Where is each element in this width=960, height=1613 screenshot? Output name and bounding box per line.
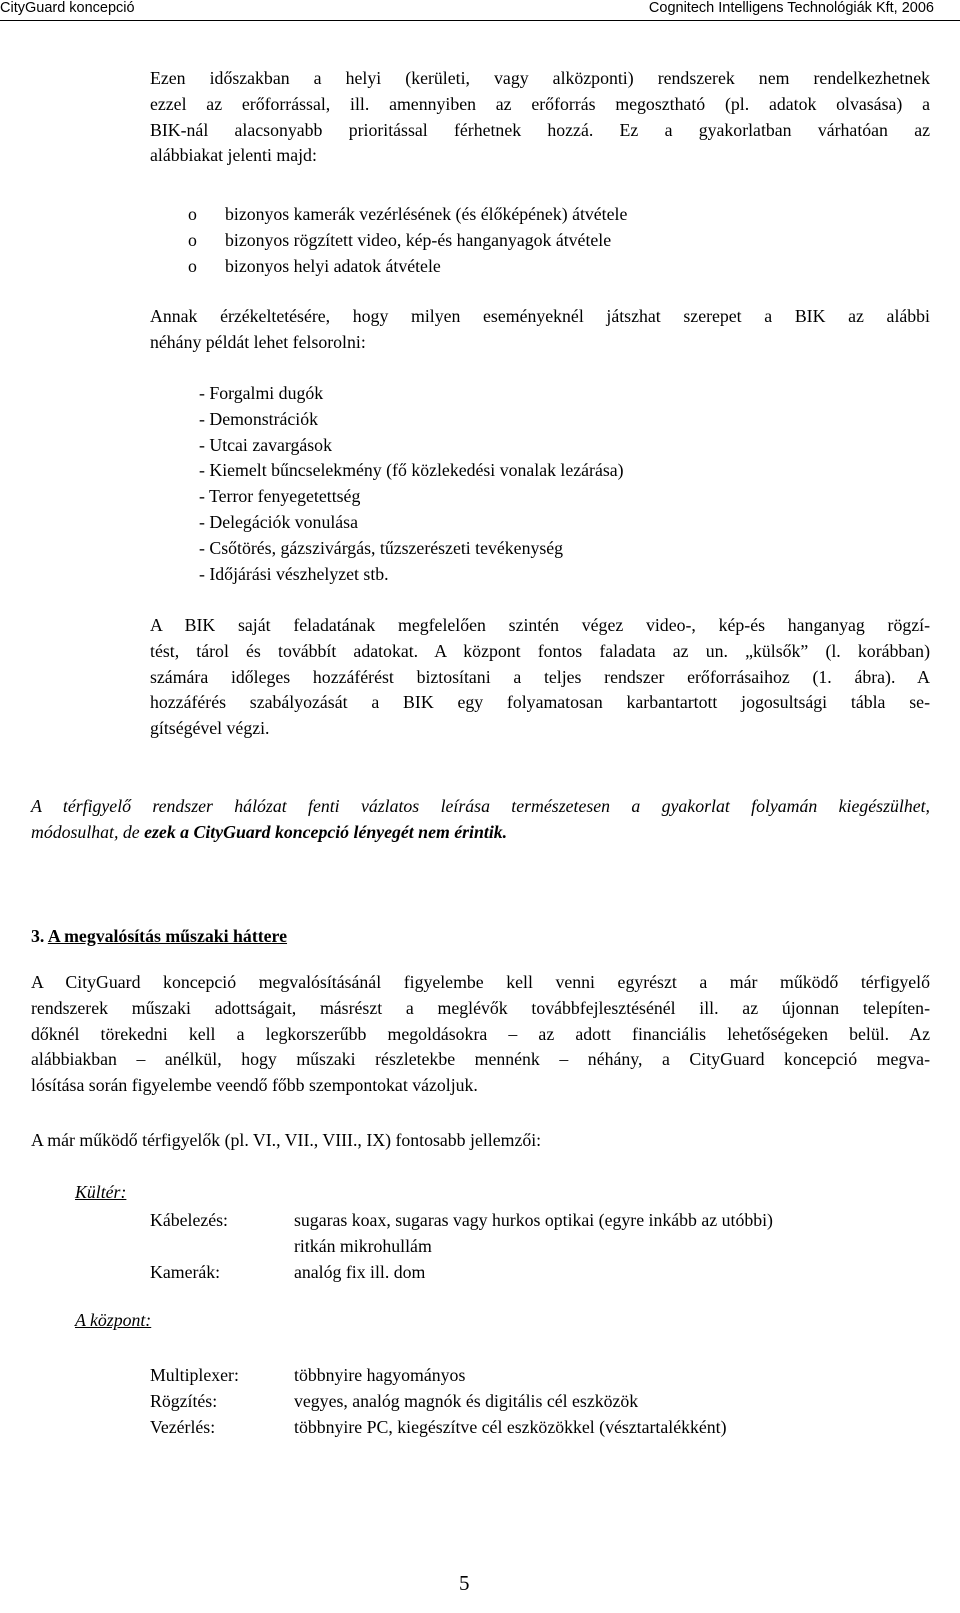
list-item: o bizonyos kamerák vezérlésének (és élőképének) átvétele [150,202,850,228]
paragraph-features-intro [31,1128,930,1154]
text-line: alábbiakat jelenti majd: [150,145,317,166]
paragraph-technical-background [31,970,930,1099]
text-line: A térfigyelő rendszer hálózat fenti vázlatos leírása természetesen a gyakorlat folyamán kiegészülhet, [31,796,930,816]
paragraph-examples-intro [150,304,930,356]
bullet-marker: o [188,255,197,276]
bullet-marker: o [188,229,197,250]
text-line: Ezen időszakban a helyi (kerületi, vagy alközponti) rendszerek nem rendelkezhetnek [150,68,930,88]
list-item: o bizonyos rögzített video, kép-és hanganyagok átvétele [150,228,850,254]
camera-value: analóg fix ill. dom [294,1261,426,1282]
outdoor-label: Kültér: [75,1182,127,1202]
cabling-value: sugaras koax, sugaras vagy hurkos optikai (egyre inkább az utóbbi) [294,1210,773,1230]
takeover-bullet-list [150,202,850,279]
page-number: 5 [459,1571,470,1595]
camera-key: Kamerák: [150,1261,221,1282]
list-item: - Demonstrációk [199,408,318,429]
section-number: 3. [31,926,45,946]
text-line: tést, tárol és továbbít adatokat. A központ fontos faladata az un. „külsők” (l. korábban) [150,640,930,661]
text-line: dőknél törekedni kell a legkorszerűbb megoldásokra – az adott financiális lehetőségeken belül. Az [31,1023,930,1044]
list-item: - Csőtörés, gázszivárgás, tűzszerészeti tevékenység [199,537,564,558]
text-line: A CityGuard koncepció megvalósításánál figyelembe kell venni egyrészt a már működő térfigyelő [31,972,930,992]
section-heading [31,926,287,947]
list-item: o bizonyos helyi adatok átvétele [150,254,850,280]
header-company: Cognitech Intelligens Technológiák Kft, 2006 [648,0,934,16]
recording-key: Rögzítés: [150,1390,218,1411]
bullet-marker: o [188,204,197,224]
center-specs [150,1363,930,1443]
text-line: módosulhat, de ezek a CityGuard koncepció lényegét nem érintik. [31,821,508,842]
center-label: A központ: [75,1310,152,1330]
list-item: - Delegációk vonulása [199,511,358,532]
paragraph-bik-recording [150,613,930,742]
page-header [0,0,960,20]
cabling-value-cont: ritkán mikrohullám [294,1235,432,1256]
example-events-list [199,381,624,587]
multiplexer-value: többnyire hagyományos [294,1365,466,1385]
italic-note [31,794,930,846]
multiplexer-key: Multiplexer: [150,1365,239,1385]
control-key: Vezérlés: [150,1416,216,1437]
list-item: - Időjárási vészhelyzet stb. [199,563,389,584]
text-line: Annak érzékeltetésére, hogy milyen eseményeknél játszhat szerepet a BIK az alábbi [150,306,930,326]
text-line: ezzel az erőforrással, ill. amennyiben az erőforrás megosztható (pl. adatok olvasása) a [150,93,930,114]
text-line: A már működő térfigyelők (pl. VI., VII., VIII., IX) fontosabb jellemzői: [31,1130,542,1150]
text-line: számára időleges hozzáférést biztosítani a teljes rendszer erőforrásaihoz (1. ábra). A [150,666,930,687]
text-line: gítségével végzi. [150,718,270,739]
list-item: - Kiemelt bűncselekmény (fő közlekedési vonalak lezárása) [199,460,624,481]
control-value: többnyire PC, kiegészítve cél eszközökkel (vésztartalékként) [294,1416,727,1437]
outdoor-specs [150,1208,930,1288]
header-doc-title: CityGuard koncepció [0,0,135,16]
recording-value: vegyes, analóg magnók és digitális cél eszközök [294,1390,639,1411]
text-line: hozzáférés szabályozását a BIK egy folyamatosan karbantartott jogosultsági tábla se- [150,692,930,713]
text-line: A BIK saját feladatának megfelelően szintén végez video-, kép-és hanganyag rögzí- [150,615,930,635]
list-item: - Terror fenyegetettség [199,486,361,507]
text-line: lósítása során figyelembe veendő főbb szempontokat vázoljuk. [31,1075,478,1096]
paragraph-resources [150,66,930,169]
list-item: - Utcai zavargások [199,434,332,455]
section-title: A megvalósítás műszaki háttere [47,926,288,946]
text-line: BIK-nál alacsonyabb prioritással férhetnek hozzá. Ez a gyakorlatban várhatóan az [150,119,930,140]
list-item: - Forgalmi dugók [199,383,324,403]
header-rule [0,20,960,21]
text-line: néhány példát lehet felsorolni: [150,331,366,352]
cabling-key: Kábelezés: [150,1210,228,1230]
text-line: rendszerek műszaki adottságait, másrészt a meglévők továbbfejlesztésénél ill. az újonnan telepíten- [31,997,930,1018]
text-line: alábbiakban – anélkül, hogy műszaki részletekbe mennénk – néhány, a CityGuard koncepció megva- [31,1049,930,1070]
